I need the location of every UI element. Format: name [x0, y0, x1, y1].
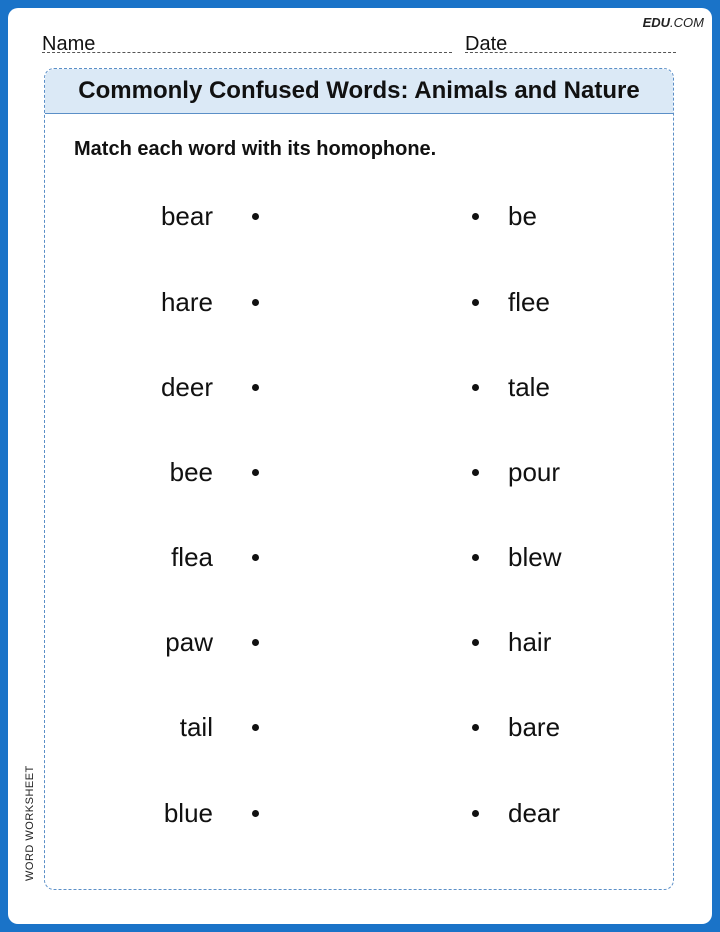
left-word: paw [165, 627, 213, 657]
match-row [45, 707, 673, 747]
instruction-text: Match each word with its homophone. [74, 138, 437, 160]
right-match-dot[interactable] [472, 469, 479, 476]
match-row [45, 537, 673, 577]
date-field[interactable] [465, 52, 676, 53]
left-match-dot[interactable] [252, 724, 259, 731]
brand-logo [643, 15, 704, 30]
left-match-dot[interactable] [252, 384, 259, 391]
left-match-dot[interactable] [252, 554, 259, 561]
right-match-dot[interactable] [472, 639, 479, 646]
brand-com: .COM [670, 15, 704, 30]
match-row [45, 282, 673, 322]
right-word: tale [508, 372, 550, 402]
right-match-dot[interactable] [472, 810, 479, 817]
left-word: tail [179, 712, 213, 742]
match-row [45, 452, 673, 492]
match-row [45, 793, 673, 833]
left-word: hare [160, 287, 213, 317]
left-word: bee [169, 457, 213, 487]
right-match-dot[interactable] [472, 554, 479, 561]
left-word: deer [160, 372, 213, 402]
match-row [45, 622, 673, 662]
worksheet-title: Commonly Confused Words: Animals and Nature [45, 69, 673, 114]
right-word: dear [508, 798, 561, 828]
side-label: WORD WORKSHEET [24, 765, 36, 881]
right-match-dot[interactable] [472, 299, 479, 306]
right-word: blew [508, 542, 562, 572]
right-match-dot[interactable] [472, 724, 479, 731]
left-word: bear [160, 201, 213, 231]
worksheet-card [44, 68, 674, 890]
brand-edu: EDU [642, 15, 671, 30]
left-match-dot[interactable] [252, 299, 259, 306]
name-label: Name [42, 33, 96, 55]
left-word: blue [163, 798, 213, 828]
left-match-dot[interactable] [252, 213, 259, 220]
left-match-dot[interactable] [252, 639, 259, 646]
right-word: bare [508, 712, 561, 742]
right-word: be [508, 201, 537, 231]
worksheet-page [8, 8, 712, 924]
date-label: Date [465, 33, 508, 55]
left-match-dot[interactable] [252, 469, 259, 476]
name-field[interactable] [42, 52, 452, 53]
match-row [45, 367, 673, 407]
left-match-dot[interactable] [252, 810, 259, 817]
right-match-dot[interactable] [472, 384, 479, 391]
right-word: hair [508, 627, 552, 657]
right-word: pour [508, 457, 561, 487]
match-row [45, 196, 673, 236]
left-word: flea [171, 542, 213, 572]
right-word: flee [508, 287, 550, 317]
right-match-dot[interactable] [472, 213, 479, 220]
